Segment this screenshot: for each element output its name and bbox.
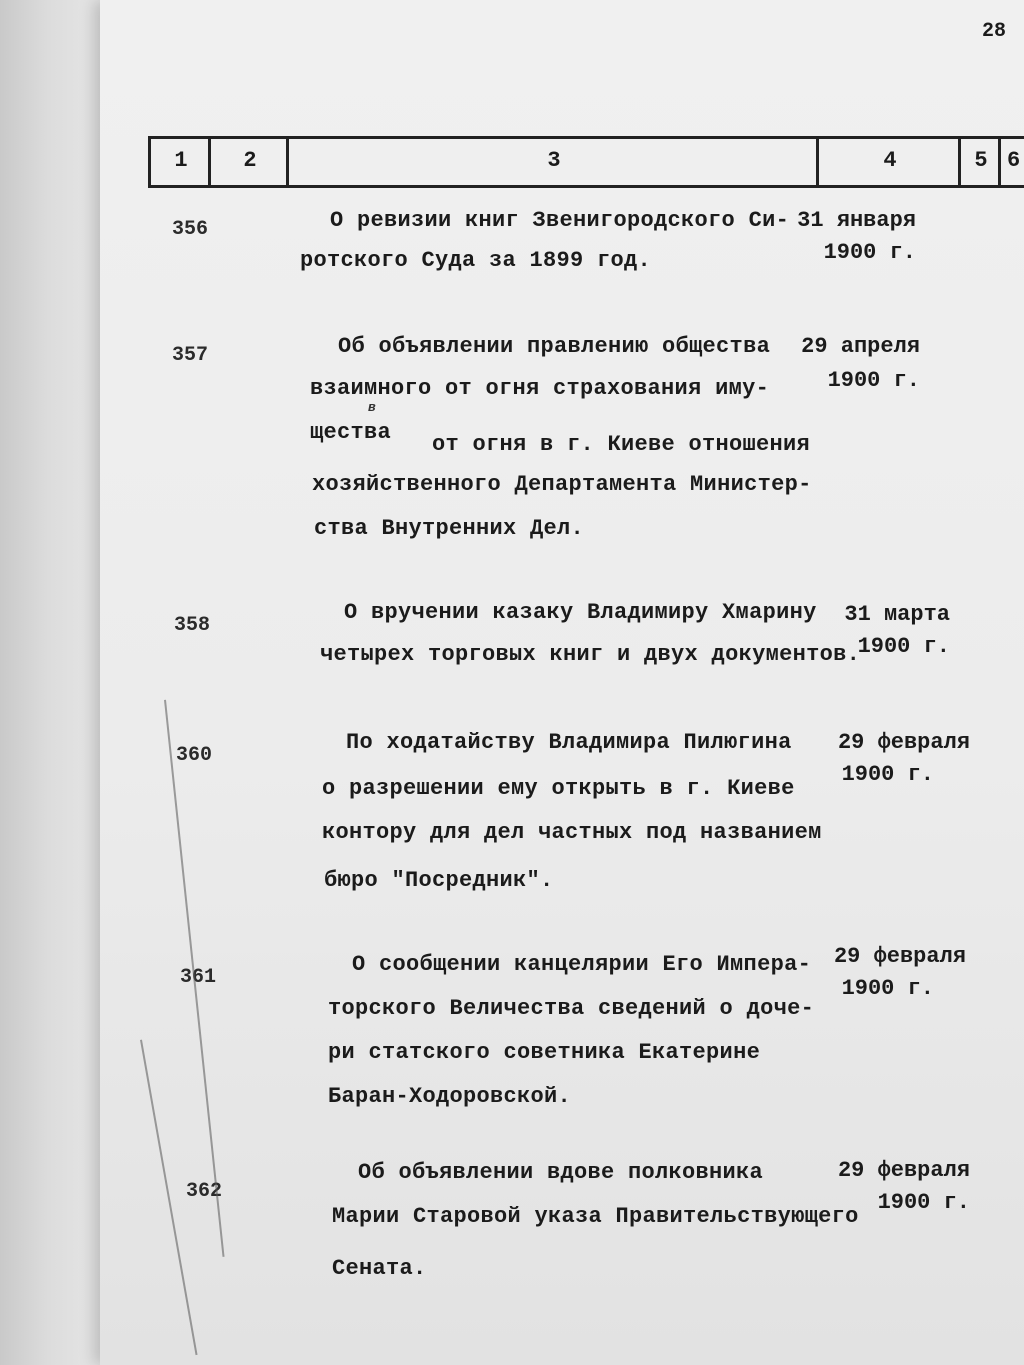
- record-date-year: 1900 г.: [841, 976, 934, 1001]
- record-title-line-continuation: от огня в г. Киеве отношения: [432, 432, 811, 457]
- column-header-5: 5: [958, 139, 1001, 185]
- record-date-day-month: 29 февраля: [833, 944, 966, 969]
- record-title-line: контору для дел частных под названием: [322, 820, 822, 845]
- record-title-line: О вручении казаку Владимиру Хмарину: [344, 600, 817, 625]
- record-title-line: бюро "Посредник".: [324, 868, 554, 893]
- record-date-day-month: 31 января: [797, 208, 916, 233]
- record-title-line: Сената.: [332, 1256, 427, 1281]
- record-title-line: взаимного от огня страхования иму-: [310, 376, 770, 401]
- record-title-line: щества: [310, 420, 392, 445]
- record-title-line: ри статского советника Екатерине: [328, 1040, 761, 1065]
- record-number: 358: [174, 614, 211, 637]
- column-header-row: [148, 136, 1024, 188]
- record-title-line: ротского Суда за 1899 год.: [300, 248, 652, 273]
- record-title-line: хозяйственного Департамента Министер-: [312, 472, 812, 497]
- record-title-line: торского Величества сведений о доче-: [328, 996, 815, 1021]
- record-number: 362: [186, 1180, 223, 1203]
- record-date-day-month: 31 марта: [844, 602, 950, 627]
- record-title-line: Марии Старовой указа Правительствующего: [332, 1204, 859, 1229]
- record-number: 357: [172, 344, 209, 367]
- record-date-year: 1900 г.: [877, 1190, 970, 1215]
- column-header-3: 3: [286, 139, 819, 185]
- record-title-line: о разрешении ему открыть в г. Киеве: [322, 776, 795, 801]
- column-header-4: 4: [816, 139, 961, 185]
- record-title-line: четырех торговых книг и двух документов.: [320, 642, 861, 667]
- record-title-line: Об объявлении правлению общества: [338, 334, 771, 359]
- column-header-6: 6: [998, 139, 1024, 185]
- record-date-day-month: 29 февраля: [837, 1158, 970, 1183]
- record-date-year: 1900 г.: [823, 240, 916, 265]
- record-title-line: Баран-Ходоровской.: [328, 1084, 572, 1109]
- record-number: 356: [172, 218, 209, 241]
- record-date-day-month: 29 февраля: [837, 730, 970, 755]
- record-title-line: ства Внутренних Дел.: [314, 516, 585, 541]
- record-title-line: По ходатайству Владимира Пилюгина: [346, 730, 792, 755]
- page-number: 28: [981, 20, 1006, 43]
- record-title-line: Об объявлении вдове полковника: [358, 1160, 764, 1185]
- record-title-line: О ревизии книг Звенигородского Си-: [330, 208, 790, 233]
- handwritten-correction: в: [368, 400, 376, 415]
- record-date-year: 1900 г.: [841, 762, 934, 787]
- column-header-2: 2: [208, 139, 289, 185]
- record-title-line: О сообщении канцелярии Его Импера-: [352, 952, 812, 977]
- column-header-1: 1: [148, 139, 211, 185]
- record-date-year: 1900 г.: [827, 368, 920, 393]
- record-date-day-month: 29 апреля: [801, 334, 920, 359]
- record-number: 361: [180, 966, 217, 989]
- record-number: 360: [176, 744, 213, 767]
- document-page: [100, 0, 1024, 1365]
- record-date-year: 1900 г.: [857, 634, 950, 659]
